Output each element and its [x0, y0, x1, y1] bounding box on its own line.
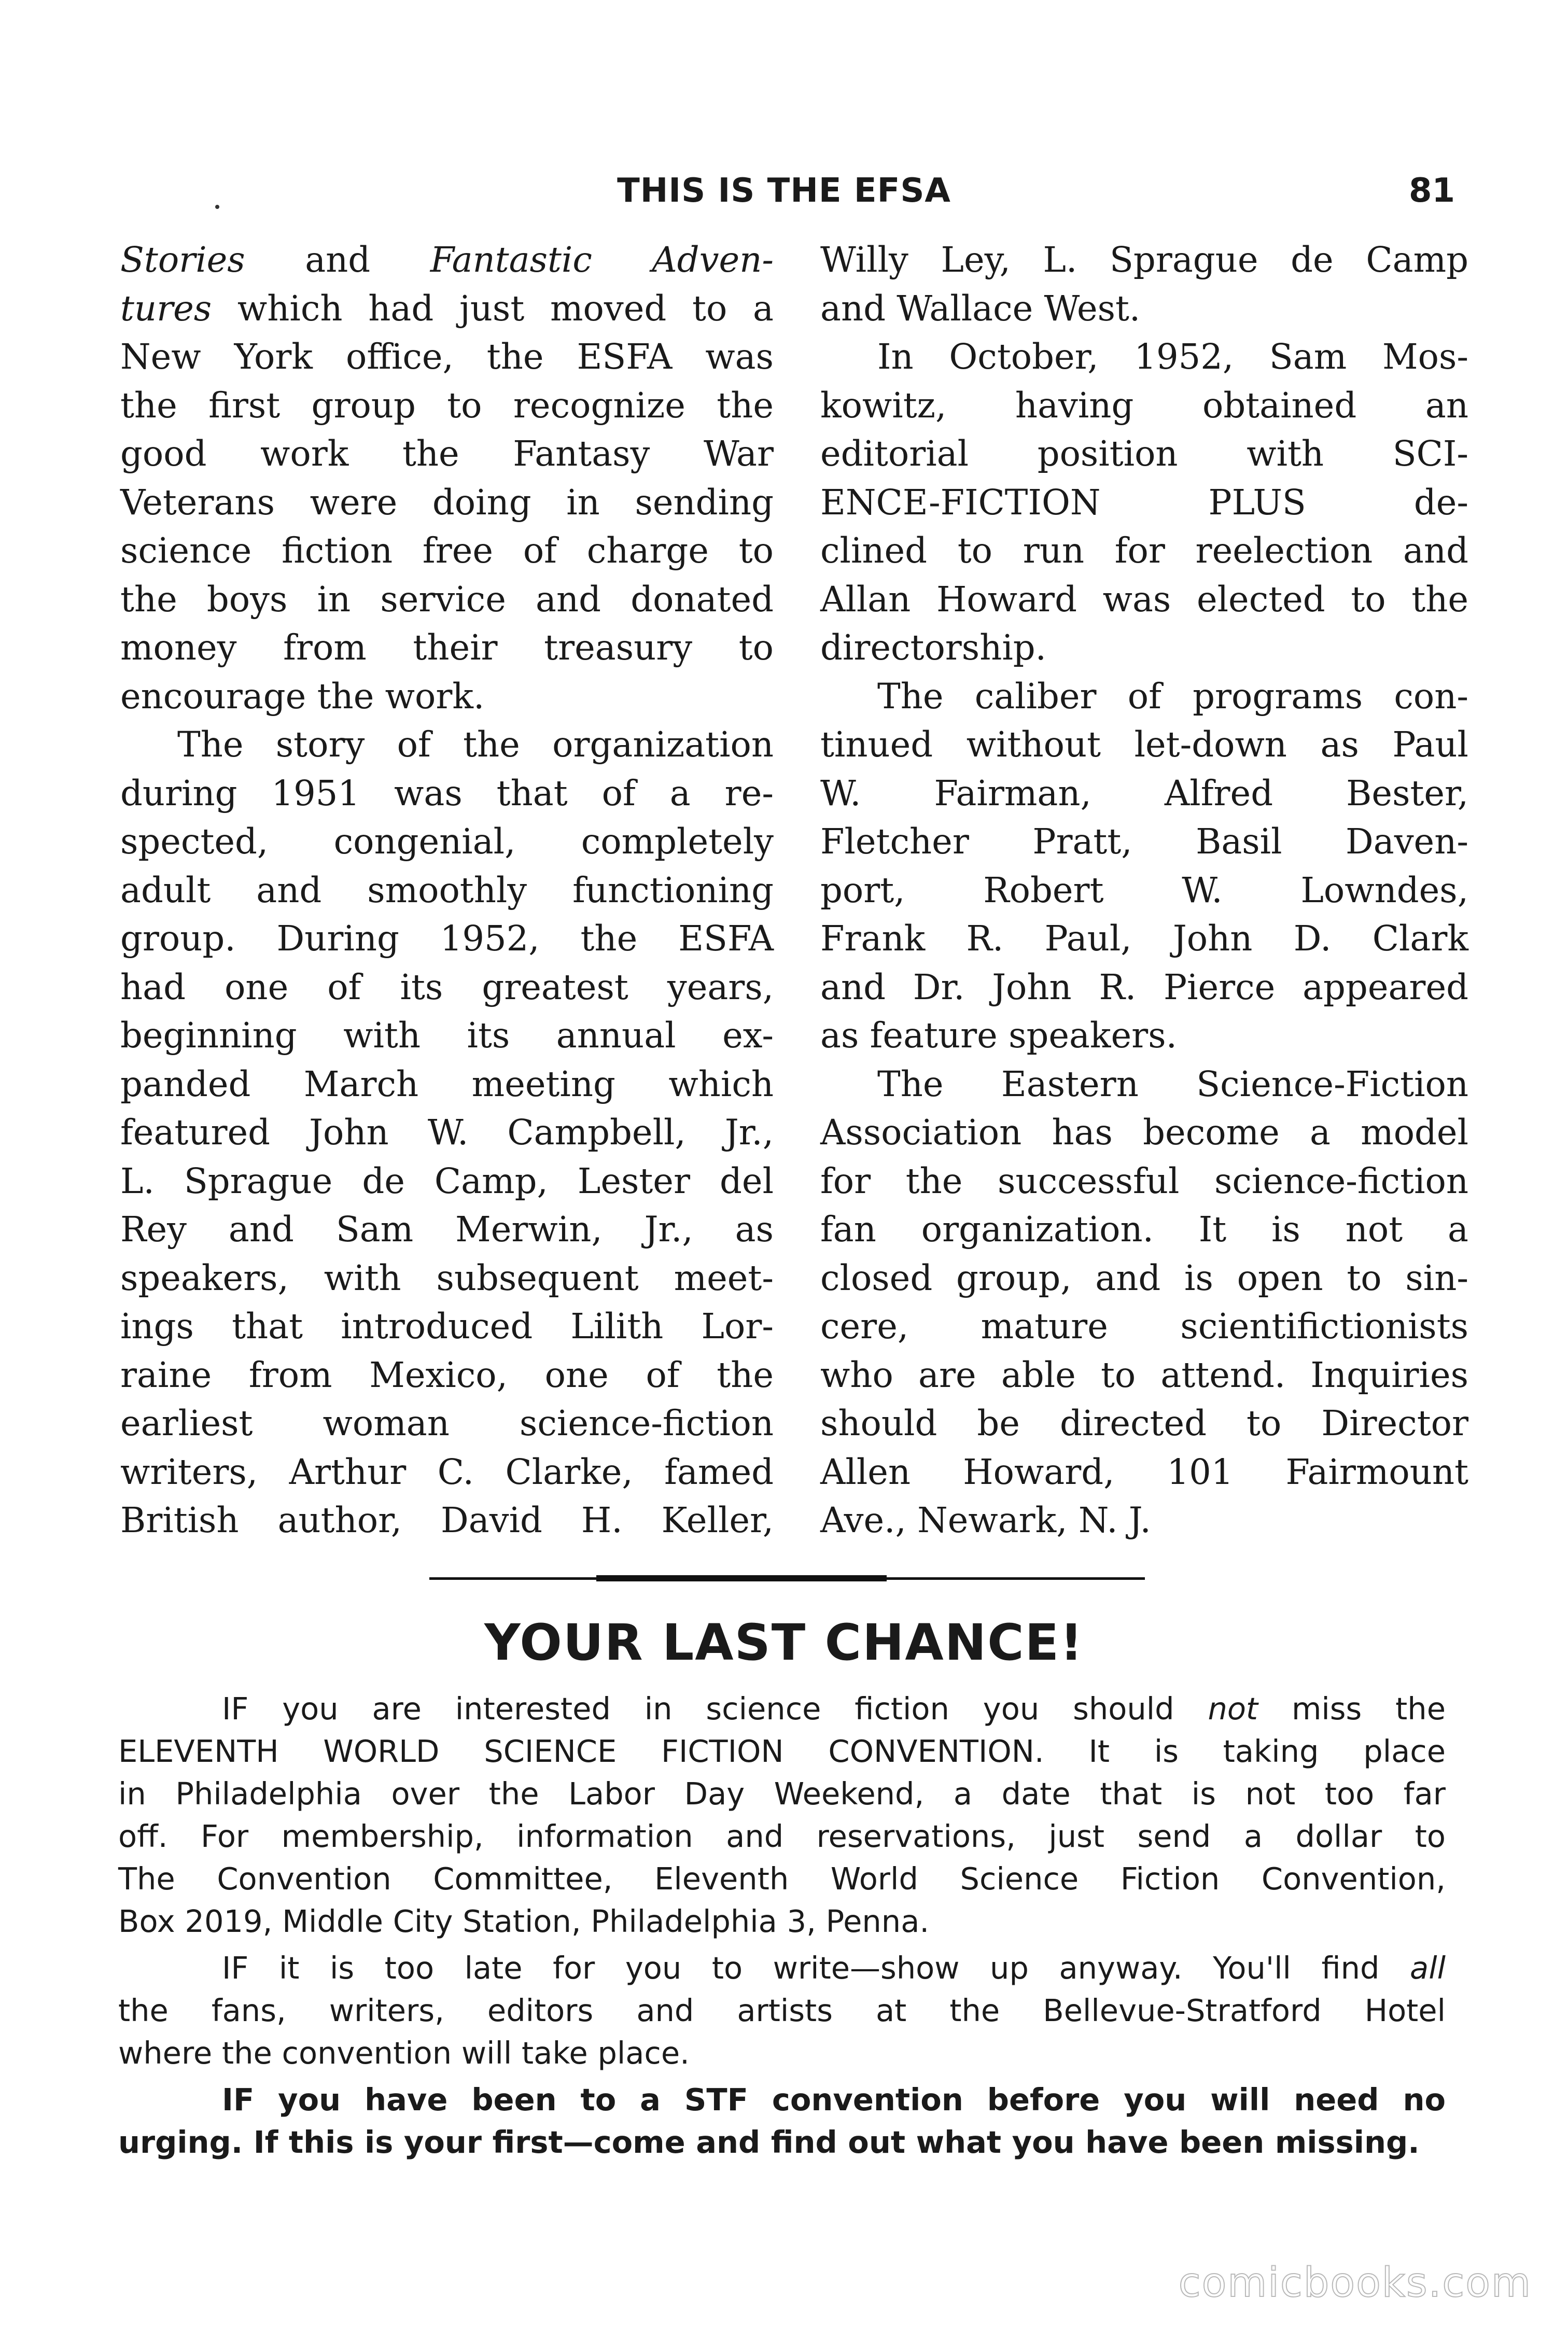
text-line: raine from Mexico, one of the — [120, 1354, 774, 1395]
text-line: kowitz, having obtained an — [820, 385, 1468, 426]
text-line: speakers, with subsequent meet- — [120, 1257, 774, 1298]
text-line: had one of its greatest years, — [120, 966, 774, 1007]
ad-text-line: Box 2019, Middle City Station, Philadelphia 3, Penna. — [118, 1903, 930, 1939]
text-line: good work the Fantasy War — [120, 433, 774, 474]
ad-text-line: IF you are interested in science fiction you should not miss the — [222, 1691, 1446, 1727]
text-line: The caliber of programs con- — [877, 676, 1468, 717]
text-line: Association has become a model — [820, 1112, 1468, 1153]
ad-text-line: IF you have been to a STF convention before you will need no — [222, 2082, 1446, 2118]
text-line: Veterans were doing in sending — [120, 482, 774, 523]
text-line: Rey and Sam Merwin, Jr., as — [120, 1209, 774, 1250]
text-line: editorial position with SCI- — [820, 433, 1468, 474]
text-line: writers, Arthur C. Clarke, famed — [120, 1451, 774, 1492]
text-line: the boys in service and donated — [120, 579, 774, 620]
text-line: The story of the organization — [177, 724, 774, 765]
text-line: as feature speakers. — [820, 1015, 1177, 1056]
text-line: New York office, the ESFA was — [120, 337, 774, 377]
text-line: The Eastern Science-Fiction — [877, 1063, 1468, 1104]
text-line: who are able to attend. Inquiries — [820, 1354, 1468, 1395]
text-line: Allen Howard, 101 Fairmount — [820, 1451, 1468, 1492]
text-line: Fletcher Pratt, Basil Daven- — [820, 821, 1468, 862]
text-line: Willy Ley, L. Sprague de Camp — [820, 240, 1468, 280]
text-line: directorship. — [820, 627, 1046, 668]
ad-text-line: in Philadelphia over the Labor Day Weekend, a date that is not too far — [118, 1776, 1446, 1812]
text-line: and Dr. John R. Pierce appeared — [820, 966, 1468, 1007]
text-line: In October, 1952, Sam Mos- — [877, 337, 1468, 377]
text-line: the first group to recognize the — [120, 385, 774, 426]
text-line: W. Fairman, Alfred Bester, — [820, 773, 1468, 814]
text-line: during 1951 was that of a re- — [120, 773, 774, 814]
ad-heading: YOUR LAST CHANCE! — [484, 1614, 1084, 1672]
ad-text-line: The Convention Committee, Eleventh World Science Fiction Convention, — [118, 1861, 1446, 1897]
ad-text-line: IF it is too late for you to write—show up anyway. You'll find all — [222, 1950, 1446, 1986]
ad-text-line: the fans, writers, editors and artists at the Bellevue-Stratford Hotel — [118, 1993, 1446, 2028]
text-line: money from their treasury to — [120, 627, 774, 668]
article-right-column — [820, 236, 1468, 1545]
text-line: panded March meeting which — [120, 1063, 774, 1104]
ad-text-line: ELEVENTH WORLD SCIENCE FICTION CONVENTION. It is taking place — [118, 1733, 1446, 1769]
text-line: Frank R. Paul, John D. Clark — [820, 918, 1468, 959]
text-line: Stories and Fantastic Adven- — [120, 240, 774, 280]
text-line: Allan Howard was elected to the — [820, 579, 1468, 620]
text-line: clined to run for reelection and — [820, 530, 1468, 571]
text-line: ENCE-FICTION PLUS de- — [820, 482, 1468, 523]
text-line: spected, congenial, completely — [120, 821, 774, 862]
text-line: L. Sprague de Camp, Lester del — [120, 1160, 774, 1201]
ad-text-line: off. For membership, information and reservations, just send a dollar to — [118, 1818, 1446, 1854]
page-number: 81 — [1408, 172, 1455, 210]
text-line: tinued without let-down as Paul — [820, 724, 1468, 765]
text-line: fan organization. It is not a — [820, 1209, 1468, 1250]
ad-text-line: urging. If this is your first—come and find out what you have been missing. — [118, 2124, 1420, 2160]
text-line: port, Robert W. Lowndes, — [820, 870, 1468, 910]
text-line: for the successful science-fiction — [820, 1160, 1468, 1201]
text-line: adult and smoothly functioning — [120, 870, 774, 910]
text-line: science fiction free of charge to — [120, 530, 774, 571]
ad-body — [118, 1688, 1446, 2164]
text-line: featured John W. Campbell, Jr., — [120, 1112, 774, 1153]
separator-rule-center — [596, 1575, 887, 1581]
text-line: and Wallace West. — [820, 288, 1141, 329]
text-line: tures which had just moved to a — [120, 288, 774, 329]
text-line: should be directed to Director — [820, 1403, 1468, 1443]
watermark-logo: comicbooks.com — [1178, 2260, 1532, 2306]
text-line: encourage the work. — [120, 676, 485, 717]
text-line: Ave., Newark, N. J. — [820, 1500, 1151, 1540]
text-line: group. During 1952, the ESFA — [120, 918, 774, 959]
text-line: British author, David H. Keller, — [120, 1500, 774, 1540]
ad-text-line: where the convention will take place. — [118, 2035, 690, 2071]
text-line: closed group, and is open to sin- — [820, 1257, 1468, 1298]
text-line: earliest woman science-fiction — [120, 1403, 774, 1443]
running-header-title: THIS IS THE EFSA — [617, 172, 951, 210]
text-line: cere, mature scientifictionists — [820, 1306, 1468, 1347]
article-left-column — [120, 236, 774, 1545]
text-line: beginning with its annual ex- — [120, 1015, 774, 1056]
text-line: ings that introduced Lilith Lor- — [120, 1306, 774, 1347]
